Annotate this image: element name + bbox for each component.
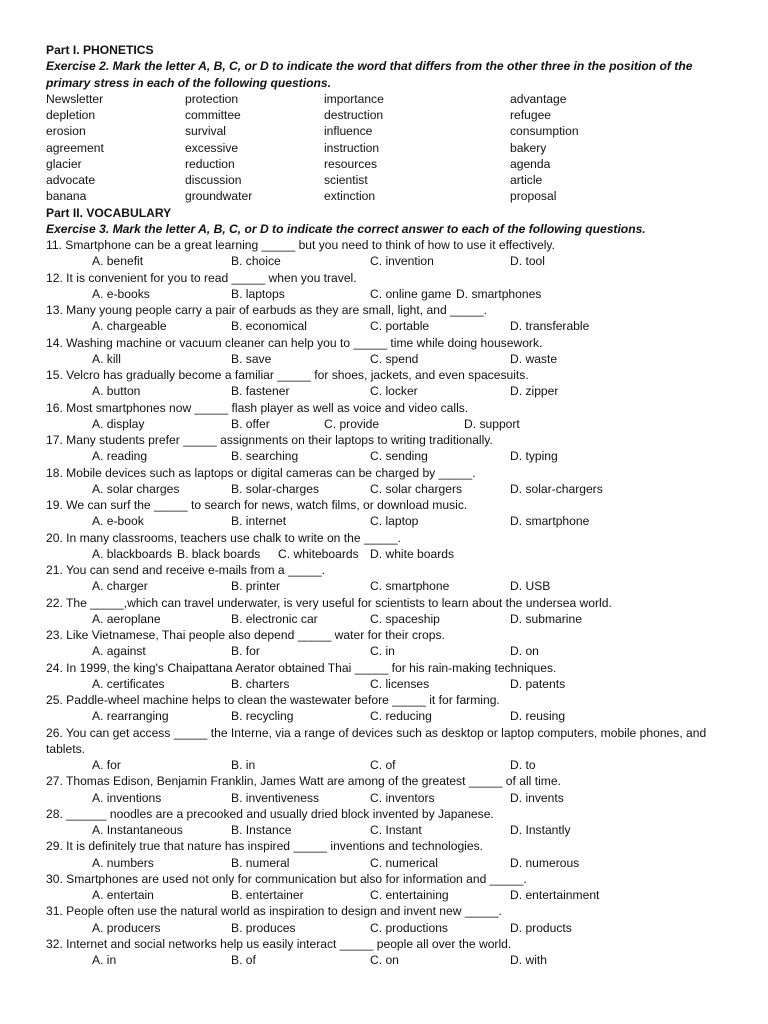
option-c: C. of bbox=[370, 758, 396, 772]
stress-word: groundwater bbox=[185, 189, 253, 204]
stress-word: agreement bbox=[46, 140, 104, 155]
option-b: B. inventiveness bbox=[231, 790, 320, 805]
option-b: B. entertainer bbox=[231, 888, 304, 902]
option-d: D. transferable bbox=[510, 319, 590, 334]
stress-word: resources bbox=[324, 156, 378, 171]
option-b: B. solar-charges bbox=[231, 481, 320, 496]
question-text: 12. It is convenient for you to read _____ when you travel. bbox=[46, 270, 357, 285]
option-b: B. in bbox=[231, 758, 256, 772]
option-b: B. save bbox=[231, 351, 272, 366]
option-c: C. inventors bbox=[370, 790, 435, 805]
answer-options bbox=[46, 822, 726, 838]
answer-options bbox=[46, 708, 726, 724]
option-c: C. online game bbox=[370, 286, 452, 301]
option-d: D. invents bbox=[510, 790, 564, 805]
question-text: 31. People often use the natural world as inspiration to design and invent new _____. bbox=[46, 904, 502, 919]
answer-options bbox=[46, 286, 726, 302]
option-a: A. blackboards bbox=[92, 546, 172, 561]
answer-options bbox=[46, 383, 726, 399]
question-text: 17. Many students prefer _____ assignments on their laptops to writing traditionally. bbox=[46, 433, 493, 447]
question-text: 32. Internet and social networks help us easily interact _____ people all over the world. bbox=[46, 936, 512, 951]
stress-row bbox=[46, 156, 726, 172]
question-text: 25. Paddle-wheel machine helps to clean the wastewater before _____ it for farming. bbox=[46, 693, 500, 707]
stress-row bbox=[46, 172, 726, 188]
answer-options bbox=[46, 318, 726, 334]
answer-options bbox=[46, 757, 726, 773]
option-a: A. kill bbox=[92, 351, 121, 366]
option-c: C. sending bbox=[370, 449, 428, 464]
stress-word: protection bbox=[185, 91, 239, 106]
answer-options bbox=[46, 416, 726, 432]
question-text: 29. It is definitely true that nature has inspired _____ inventions and technologies. bbox=[46, 839, 484, 854]
answer-options bbox=[46, 448, 726, 464]
stress-word: consumption bbox=[510, 124, 579, 139]
stress-row bbox=[46, 140, 726, 156]
question-text: 11. Smartphone can be a great learning _____ but you need to think of how to use it effectively. bbox=[46, 238, 555, 252]
option-c: C. spaceship bbox=[370, 611, 440, 626]
question-text: 24. In 1999, the king's Chaipattana Aerator obtained Thai _____ for his rain-making techniques. bbox=[46, 660, 557, 675]
answer-options bbox=[46, 578, 726, 594]
option-b: B. produces bbox=[231, 920, 296, 935]
question-text: 18. Mobile devices such as laptops or digital cameras can be charged by _____. bbox=[46, 465, 476, 480]
stress-word: agenda bbox=[510, 156, 551, 171]
question-list bbox=[46, 237, 726, 968]
option-d: D. USB bbox=[510, 579, 551, 594]
stress-word: depletion bbox=[46, 108, 96, 122]
option-a: A. button bbox=[92, 384, 141, 399]
option-a: A. charger bbox=[92, 579, 148, 594]
stress-word: banana bbox=[46, 189, 87, 204]
option-c: C. productions bbox=[370, 920, 448, 935]
stress-word: extinction bbox=[324, 189, 376, 204]
option-c: C. portable bbox=[370, 319, 430, 334]
option-c: C. laptop bbox=[370, 514, 419, 529]
option-b: B. recycling bbox=[231, 709, 294, 724]
stress-word: scientist bbox=[324, 173, 368, 187]
option-d: D. patents bbox=[510, 676, 566, 691]
stress-word: discussion bbox=[185, 173, 242, 187]
option-a: A. Instantaneous bbox=[92, 823, 183, 837]
option-d: D. Instantly bbox=[510, 823, 571, 837]
option-b: B. Instance bbox=[231, 823, 292, 837]
option-a: A. e-books bbox=[92, 286, 150, 301]
stress-word: committee bbox=[185, 108, 241, 122]
option-a: A. rearranging bbox=[92, 709, 169, 724]
question-text: 15. Velcro has gradually become a familiar _____ for shoes, jackets, and even spacesuits. bbox=[46, 368, 529, 382]
answer-options bbox=[46, 643, 726, 659]
option-c: C. invention bbox=[370, 254, 434, 269]
option-a: A. numbers bbox=[92, 855, 154, 870]
stress-word: reduction bbox=[185, 156, 235, 171]
answer-options bbox=[46, 887, 726, 903]
stress-row bbox=[46, 123, 726, 139]
option-d: D. zipper bbox=[510, 384, 559, 399]
question-text: 16. Most smartphones now _____ flash player as well as voice and video calls. bbox=[46, 400, 469, 415]
question-text: 28. ______ noodles are a precooked and usually dried block invented by Japanese. bbox=[46, 806, 494, 821]
stress-word: advantage bbox=[510, 91, 567, 106]
answer-options bbox=[46, 611, 726, 627]
question-text: 19. We can surf the _____ to search for news, watch films, or download music. bbox=[46, 498, 468, 512]
stress-word: article bbox=[510, 173, 543, 187]
stress-word: refugee bbox=[510, 108, 552, 122]
stress-word: proposal bbox=[510, 189, 557, 204]
answer-options bbox=[46, 790, 726, 806]
option-c: C. numerical bbox=[370, 855, 438, 870]
option-b: B. electronic car bbox=[231, 611, 318, 626]
option-b: B. economical bbox=[231, 319, 307, 334]
option-d: D. waste bbox=[510, 351, 558, 366]
option-d: D. smartphones bbox=[456, 286, 542, 301]
question-text: 23. Like Vietnamese, Thai people also depend _____ water for their crops. bbox=[46, 628, 445, 642]
part1-title: Part I. PHONETICS bbox=[46, 43, 154, 57]
option-b: B. choice bbox=[231, 254, 281, 269]
question-text: 26. You can get access _____ the Interne, via a range of devices such as desktop or laptop computers, mobile phones, and tablets. bbox=[46, 725, 707, 756]
part2-title: Part II. VOCABULARY bbox=[46, 205, 172, 220]
option-b: B. internet bbox=[231, 514, 287, 529]
option-a: A. certificates bbox=[92, 676, 165, 691]
option-d: D. support bbox=[464, 416, 520, 431]
question-text: 22. The _____,which can travel underwater, is very useful for scientists to learn about the undersea world. bbox=[46, 595, 612, 610]
option-d: D. tool bbox=[510, 254, 545, 269]
option-c: C. in bbox=[370, 644, 395, 659]
option-c: C. solar chargers bbox=[370, 481, 463, 496]
answer-options bbox=[46, 855, 726, 871]
option-a: A. producers bbox=[92, 920, 161, 935]
stress-word: destruction bbox=[324, 108, 384, 122]
option-d: D. products bbox=[510, 920, 572, 935]
option-d: D. to bbox=[510, 758, 536, 772]
option-c: C. licenses bbox=[370, 676, 430, 691]
option-c: C. whiteboards bbox=[278, 546, 359, 561]
stress-word: glacier bbox=[46, 156, 82, 171]
option-c: C. locker bbox=[370, 384, 418, 399]
answer-options bbox=[46, 952, 726, 968]
option-d: D. typing bbox=[510, 449, 558, 464]
option-b: B. black boards bbox=[177, 546, 261, 561]
option-d: D. entertainment bbox=[510, 888, 600, 902]
option-d: D. on bbox=[510, 644, 539, 659]
stress-word: advocate bbox=[46, 173, 96, 187]
stress-row bbox=[46, 91, 726, 107]
stress-word: influence bbox=[324, 124, 373, 139]
option-a: A. against bbox=[92, 644, 146, 659]
option-a: A. benefit bbox=[92, 254, 144, 269]
question-text: 30. Smartphones are used not only for communication but also for information and _____. bbox=[46, 871, 527, 886]
option-d: D. submarine bbox=[510, 611, 582, 626]
option-b: B. offer bbox=[231, 416, 270, 431]
option-b: B. numeral bbox=[231, 855, 290, 870]
option-c: C. spend bbox=[370, 351, 419, 366]
option-c: C. smartphone bbox=[370, 579, 450, 594]
option-b: B. of bbox=[231, 953, 256, 967]
option-d: D. smartphone bbox=[510, 514, 590, 529]
exercise2-instruction: Exercise 2. Mark the letter A, B, C, or D to indicate the word that differs from the other three in the position of the primary stress in each of the following questions. bbox=[46, 59, 693, 90]
option-b: B. for bbox=[231, 644, 260, 659]
option-a: A. entertain bbox=[92, 888, 154, 902]
question-text: 13. Many young people carry a pair of earbuds as they are small, light, and _____. bbox=[46, 303, 488, 317]
answer-options bbox=[46, 676, 726, 692]
option-a: A. aeroplane bbox=[92, 611, 161, 626]
option-b: B. charters bbox=[231, 676, 290, 691]
answer-options bbox=[46, 546, 726, 562]
option-c: C. entertaining bbox=[370, 888, 449, 902]
question-text: 14. Washing machine or vacuum cleaner can help you to _____ time while doing housework. bbox=[46, 335, 543, 350]
stress-word: bakery bbox=[510, 140, 547, 155]
option-c: C. reducing bbox=[370, 709, 432, 724]
question-text: 20. In many classrooms, teachers use chalk to write on the _____. bbox=[46, 530, 401, 545]
option-a: A. inventions bbox=[92, 790, 162, 805]
option-d: D. reusing bbox=[510, 709, 566, 724]
option-a: A. display bbox=[92, 416, 145, 431]
option-c: C. on bbox=[370, 953, 399, 967]
stress-word: excessive bbox=[185, 140, 239, 155]
option-b: B. printer bbox=[231, 579, 281, 594]
option-a: A. for bbox=[92, 758, 121, 772]
stress-row bbox=[46, 107, 726, 123]
stress-word-table bbox=[46, 91, 726, 205]
option-d: D. solar-chargers bbox=[510, 481, 603, 496]
answer-options bbox=[46, 920, 726, 936]
stress-word: survival bbox=[185, 124, 226, 139]
stress-word: importance bbox=[324, 91, 384, 106]
worksheet bbox=[46, 42, 726, 968]
option-d: D. with bbox=[510, 953, 547, 967]
stress-word: erosion bbox=[46, 124, 86, 139]
answer-options bbox=[46, 481, 726, 497]
option-b: B. laptops bbox=[231, 286, 285, 301]
option-b: B. fastener bbox=[231, 384, 290, 399]
answer-options bbox=[46, 513, 726, 529]
stress-word: instruction bbox=[324, 140, 380, 155]
exercise3-instruction: Exercise 3. Mark the letter A, B, C, or D to indicate the correct answer to each of the following questions. bbox=[46, 221, 646, 236]
stress-row bbox=[46, 188, 726, 204]
question-text: 21. You can send and receive e-mails from a _____. bbox=[46, 563, 326, 577]
option-d: D. white boards bbox=[370, 546, 455, 561]
stress-word: Newsletter bbox=[46, 91, 104, 106]
option-c: C. Instant bbox=[370, 823, 422, 837]
answer-options bbox=[46, 351, 726, 367]
option-b: B. searching bbox=[231, 449, 299, 464]
option-a: A. chargeable bbox=[92, 319, 167, 334]
question-text: 27. Thomas Edison, Benjamin Franklin, James Watt are among of the greatest _____ of all time. bbox=[46, 774, 561, 789]
answer-options bbox=[46, 253, 726, 269]
option-a: A. e-book bbox=[92, 514, 144, 529]
option-a: A. reading bbox=[92, 449, 148, 464]
option-a: A. solar charges bbox=[92, 481, 180, 496]
option-a: A. in bbox=[92, 953, 117, 967]
option-d: D. numerous bbox=[510, 855, 580, 870]
option-c: C. provide bbox=[324, 416, 380, 431]
